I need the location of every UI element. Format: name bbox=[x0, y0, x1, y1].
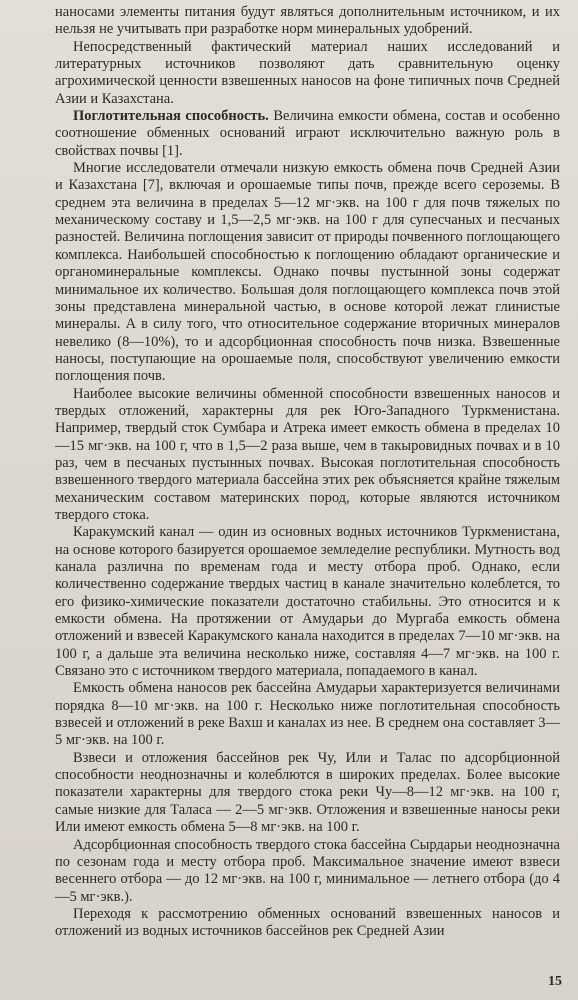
paragraph: Каракумский канал — один из основных водных источников Туркменистана, на основе которого базируется орошаемое земледелие республики. Мутность вод канала различна по временам года и месту отбора проб. Однако, если количественно содержание твердых частиц в канале значительно колеблется, то его физико-химические показатели достаточно стабильны. Это относится и к емкости обмена. На протяжении от Амударьи до Мургаба емкость обмена отложений и взвесей Каракумского канала находится в пределах 7—10 мг·экв. на 100 г, а дальше эта величина несколько ниже, составляя 4—7 мг·экв. на 100 г. Связано это с источником твердого материала, попадаемого в канал. bbox=[55, 524, 560, 680]
paragraph: Многие исследователи отмечали низкую емкость обмена почв Средней Азии и Казахстана [7], включая и орошаемые типы почв, прежде всего сероземы. В среднем эта величина в пределах 5—12 мг·экв. на 100 г для почв тяжелых по механическому составу и 1,5—2,5 мг·экв. на 100 г для супесчаных и песчаных разностей. Величина поглощения зависит от природы почвенного поглощающего комплекса. Наибольшей способностью к поглощению обладают органические и органоминеральные комплексы. Однако почвы пустынной зоны содержат минимальное их количество. Большая доля поглощающего комплекса почв этой зоны представлена минеральной частью, в основе которой лежат глинистые минералы. А в силу того, что относительное содержание вторичных минералов невелико (8—10%), то и адсорбционная способность почв низка. Взвешенные наносы, поступающие на орошаемые поля, способствуют увеличению емкости поглощения почв. bbox=[55, 160, 560, 385]
paragraph: наносами элементы питания будут являться дополнительным источником, и их нельзя не учитывать при разработке норм минеральных удобрений. bbox=[55, 4, 560, 38]
paragraph: Переходя к рассмотрению обменных оснований взвешенных наносов и отложений из водных источников бассейнов рек Средней Азии bbox=[55, 905, 560, 940]
paragraph-with-heading bbox=[55, 108, 560, 160]
paragraph: Емкость обмена наносов рек бассейна Амударьи характеризуется величинами порядка 8—10 мг·экв. на 100 г. Несколько ниже поглотительная способность взвесей и отложений в реке Вахш и каналах из нее. В среднем она составляет 3—5 мг·экв. на 100 г. bbox=[55, 680, 560, 749]
paragraph: Наиболее высокие величины обменной способности взвешенных наносов и твердых отложений, характерны для рек Юго-Западного Туркменистана. Например, твердый сток Сумбара и Атрека имеет емкость обмена в пределах 10—15 мг·экв. на 100 г, что в 1,5—2 раза выше, чем в такыровидных почвах и в 10 раз, чем в песчаных пустынных почвах. Высокая поглотительная способность взвешенного твердого материала бассейна этих рек объясняется крайне тяжелым механическим составом материнских пород, которые являются источником твердого стока. bbox=[55, 385, 560, 523]
paragraph: Непосредственный фактический материал наших исследований и литературных источников позволяют дать сравнительную оценку агрохимической ценности взвешенных наносов на фоне типичных почв Средней Азии и Казахстана. bbox=[55, 38, 560, 107]
paragraph-text: Величина емкости обмена, состав и особенно соотношение обменных оснований играют исключительно важную роль в свойствах почвы [1]. bbox=[55, 108, 560, 159]
page-number: 15 bbox=[548, 973, 562, 989]
paragraph: Адсорбционная способность твердого стока бассейна Сырдарьи неоднозначна по сезонам года и месту отбора проб. Максимальное значение имеют взвеси весеннего отбора — до 12 мг·экв. на 100 г, минимальное — летнего отбора (до 4—5 мг·экв.). bbox=[55, 836, 560, 905]
paragraph: Взвеси и отложения бассейнов рек Чу, Или и Талас по адсорбционной способности неоднозначны и колеблются в широких пределах. Более высокие показатели характерны для твердого стока реки Чу—8—12 мг·экв. на 100 г, самые низкие для Таласа — 2—5 мг·экв. Отложения и взвешенные наносы реки Или имеют емкость обмена 5—8 мг·экв. на 100 г. bbox=[55, 749, 560, 836]
inline-heading: Поглотительная способность. bbox=[73, 108, 269, 125]
